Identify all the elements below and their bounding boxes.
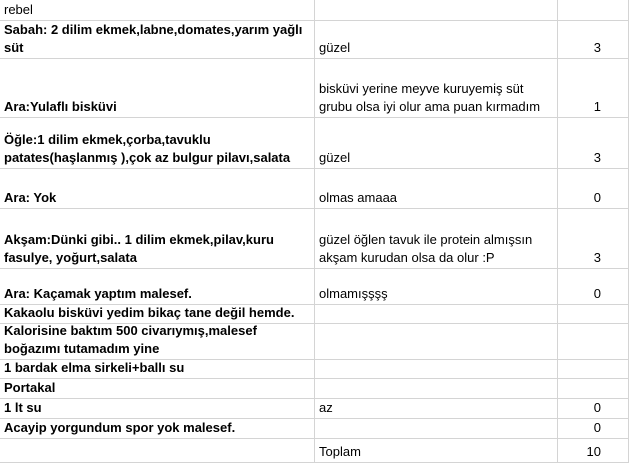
cell-b6[interactable] [315, 209, 558, 269]
cell-a2[interactable] [0, 21, 315, 59]
cell-b10[interactable] [315, 360, 558, 379]
cell-a11[interactable] [0, 379, 315, 399]
cell-text: 1 bardak elma sirkeli+ballı su [4, 360, 185, 375]
cell-text: az [319, 400, 333, 415]
cell-c13[interactable] [558, 419, 629, 439]
cell-a10[interactable] [0, 360, 315, 379]
cell-c12[interactable] [558, 399, 629, 419]
cell-a13[interactable] [0, 419, 315, 439]
cell-text: Kalorisine baktım 500 civarıymış,malesef boğazımı tutamadım yine [4, 324, 257, 356]
cell-text: bisküvi yerine meyve kuruyemiş süt grubu olsa iyi olur ama puan kırmadım [319, 81, 541, 114]
cell-text: 0 [593, 286, 601, 301]
cell-b3[interactable] [315, 59, 558, 118]
cell-a3[interactable] [0, 59, 315, 118]
cell-b2[interactable] [315, 21, 558, 59]
cell-a5[interactable] [0, 169, 315, 209]
cell-text: rebel [4, 2, 33, 17]
cell-b14-total-label[interactable] [315, 439, 558, 463]
cell-c10[interactable] [558, 360, 629, 379]
cell-a8[interactable] [0, 305, 315, 324]
cell-text: Öğle:1 dilim ekmek,çorba,tavuklu patates(haşlanmış ),çok az bulgur pilavı,salata [4, 132, 291, 165]
cell-c5[interactable] [558, 169, 629, 209]
cell-text: 1 lt su [4, 400, 42, 415]
cell-a9[interactable] [0, 324, 315, 360]
cell-a14[interactable] [0, 439, 315, 463]
cell-c4[interactable] [558, 118, 629, 169]
cell-c1[interactable] [558, 0, 629, 21]
cell-b4[interactable] [315, 118, 558, 169]
cell-c14-total-value[interactable] [558, 439, 629, 463]
cell-text: 3 [593, 150, 601, 165]
cell-text: Ara: Kaçamak yaptım malesef. [4, 286, 192, 301]
cell-b1[interactable] [315, 0, 558, 21]
cell-c11[interactable] [558, 379, 629, 399]
cell-text: güzel öğlen tavuk ile protein almışsın akşam kurudan olsa da olur :P [319, 232, 533, 265]
cell-b11[interactable] [315, 379, 558, 399]
cell-text: olmas amaaa [319, 190, 398, 205]
cell-text: Ara:Yulaflı bisküvi [4, 99, 117, 114]
cell-c9[interactable] [558, 324, 629, 360]
cell-text: güzel [319, 40, 351, 55]
cell-b5[interactable] [315, 169, 558, 209]
cell-text: 10 [586, 444, 601, 459]
cell-text: 0 [593, 400, 601, 415]
cell-b13[interactable] [315, 419, 558, 439]
cell-text: 3 [593, 40, 601, 55]
cell-text: Acayip yorgundum spor yok malesef. [4, 420, 236, 435]
cell-text: Akşam:Dünki gibi.. 1 dilim ekmek,pilav,kuru fasulye, yoğurt,salata [4, 232, 274, 265]
cell-a12[interactable] [0, 399, 315, 419]
cell-text: Portakal [4, 380, 56, 395]
cell-c8[interactable] [558, 305, 629, 324]
cell-b8[interactable] [315, 305, 558, 324]
cell-a4[interactable] [0, 118, 315, 169]
cell-text: 0 [593, 420, 601, 435]
cell-text: Ara: Yok [4, 190, 57, 205]
cell-text: 3 [593, 250, 601, 265]
cell-text: Sabah: 2 dilim ekmek,labne,domates,yarım yağlı süt [4, 22, 303, 55]
cell-a1[interactable] [0, 0, 315, 21]
cell-text: güzel [319, 150, 351, 165]
cell-text: Toplam [319, 444, 361, 459]
cell-b12[interactable] [315, 399, 558, 419]
cell-c7[interactable] [558, 269, 629, 305]
cell-c3[interactable] [558, 59, 629, 118]
cell-c2[interactable] [558, 21, 629, 59]
cell-c6[interactable] [558, 209, 629, 269]
cell-text: 0 [593, 190, 601, 205]
cell-b9[interactable] [315, 324, 558, 360]
cell-b7[interactable] [315, 269, 558, 305]
cell-a7[interactable] [0, 269, 315, 305]
cell-text: Kakaolu bisküvi yedim bikaç tane değil hemde. [4, 305, 295, 320]
cell-a6[interactable] [0, 209, 315, 269]
cell-text: 1 [593, 99, 601, 114]
cell-text: olmamışşşş [319, 286, 388, 301]
